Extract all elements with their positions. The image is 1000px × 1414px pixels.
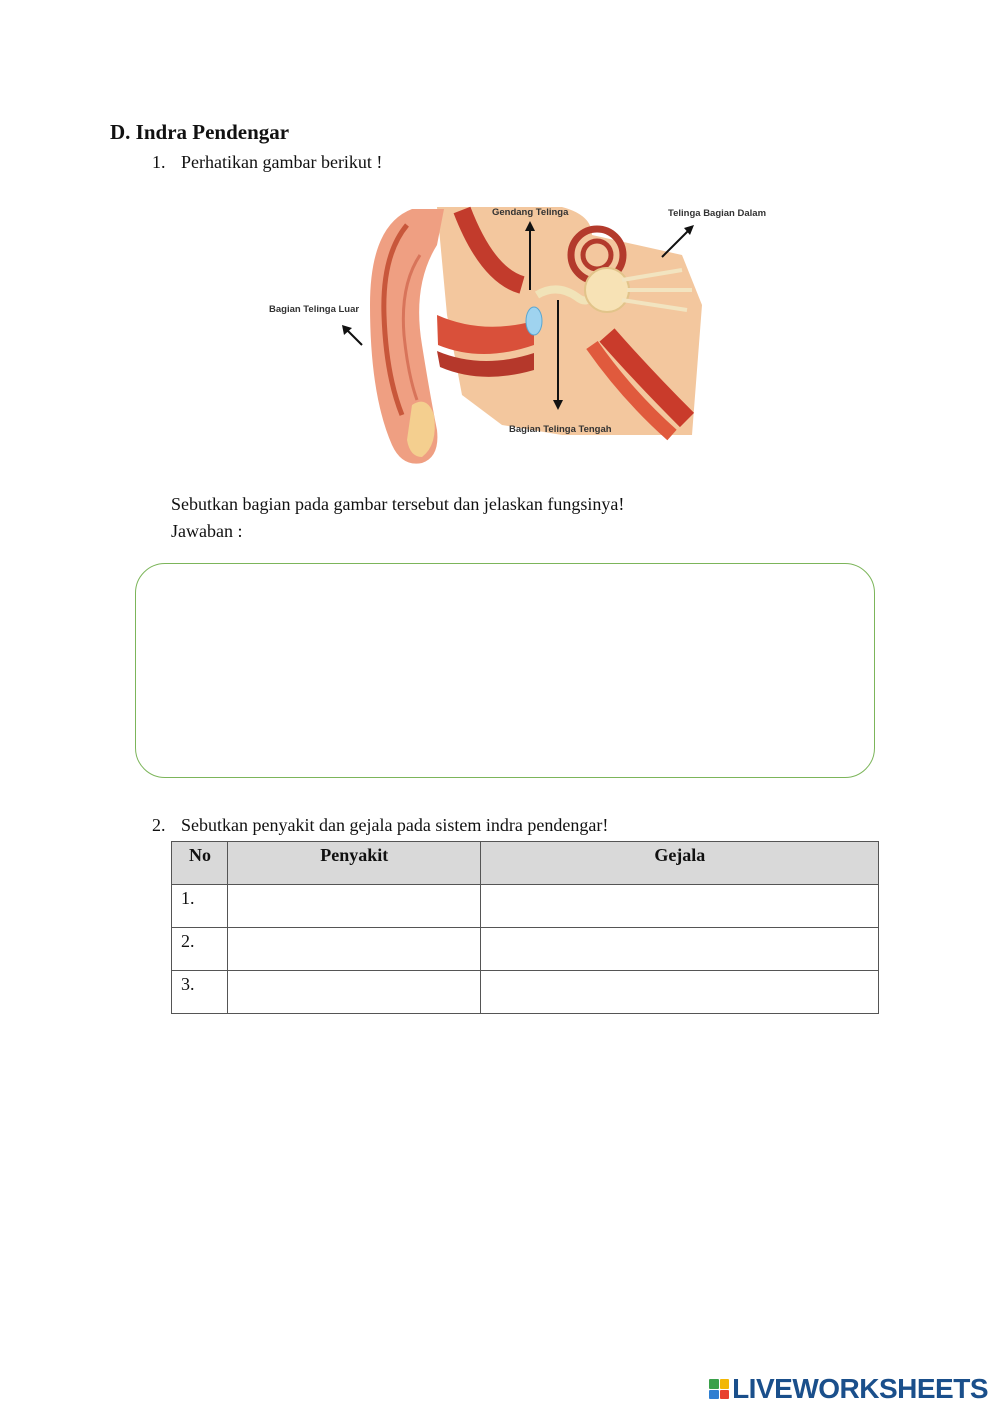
table-row	[172, 928, 879, 971]
section-heading: D. Indra Pendengar	[110, 120, 290, 144]
answer-label: Jawaban :	[171, 521, 243, 541]
liveworksheets-logo-icon	[709, 1379, 729, 1399]
table-row	[172, 971, 879, 1014]
question-2	[152, 815, 608, 836]
answer-textbox[interactable]	[135, 563, 875, 778]
ear-anatomy-image	[262, 195, 782, 475]
penyakit-input[interactable]	[227, 971, 480, 1014]
table-header-row	[172, 842, 879, 885]
row-number: 1.	[172, 885, 228, 928]
label-middle-ear: Bagian Telinga Tengah	[509, 424, 612, 435]
question-2-number: 2.	[152, 815, 166, 835]
question-1-text: Perhatikan gambar berikut !	[181, 152, 383, 172]
question-1-number: 1.	[152, 152, 166, 172]
brand-name: LIVEWORKSHEETS	[732, 1373, 988, 1404]
gejala-input[interactable]	[480, 971, 878, 1014]
disease-symptom-table	[171, 841, 879, 1014]
row-number: 3.	[172, 971, 228, 1014]
row-number: 2.	[172, 928, 228, 971]
label-outer-ear: Bagian Telinga Luar	[269, 304, 360, 315]
question-2-text: Sebutkan penyakit dan gejala pada sistem indra pendengar!	[181, 815, 609, 835]
label-eardrum: Gendang Telinga	[492, 207, 569, 218]
header-penyakit: Penyakit	[227, 842, 480, 885]
label-inner-ear: Telinga Bagian Dalam	[668, 208, 767, 219]
question-1	[152, 152, 382, 173]
table-row	[172, 885, 879, 928]
liveworksheets-brand	[709, 1373, 988, 1405]
header-no: No	[172, 842, 228, 885]
header-gejala: Gejala	[480, 842, 878, 885]
question-1-instruction: Sebutkan bagian pada gambar tersebut dan jelaskan fungsinya!	[171, 494, 625, 514]
gejala-input[interactable]	[480, 885, 878, 928]
penyakit-input[interactable]	[227, 928, 480, 971]
gejala-input[interactable]	[480, 928, 878, 971]
penyakit-input[interactable]	[227, 885, 480, 928]
